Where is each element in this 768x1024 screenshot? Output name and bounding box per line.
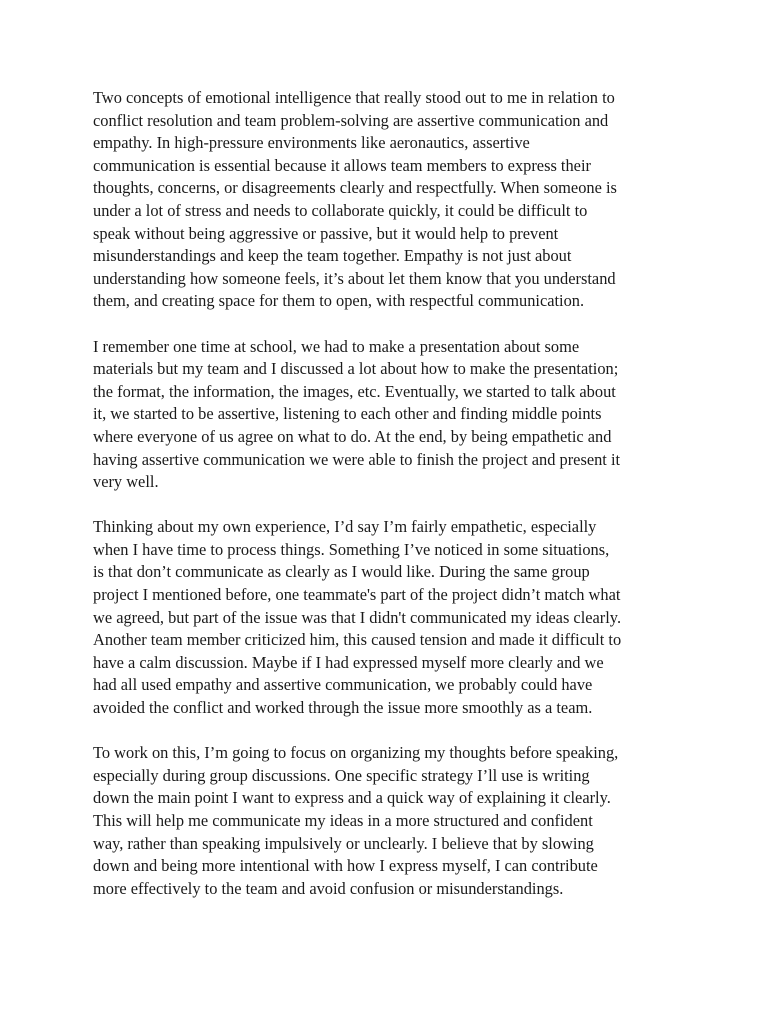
text-line: have a calm discussion. Maybe if I had expressed myself more clearly and we xyxy=(93,652,604,672)
text-line: down the main point I want to express and a quick way of explaining it clearly. xyxy=(93,788,611,808)
text-line: down and being more intentional with how I express myself, I can contribute xyxy=(93,856,598,876)
text-line: under a lot of stress and needs to collaborate quickly, it could be difficult to xyxy=(93,200,588,220)
paragraph-own-experience xyxy=(93,516,679,719)
text-line: had all used empathy and assertive communication, we probably could have xyxy=(93,675,593,695)
text-line: having assertive communication we were able to finish the project and present it xyxy=(93,449,621,469)
paragraph-improvement-strategy xyxy=(93,742,679,900)
text-line: thoughts, concerns, or disagreements clearly and respectfully. When someone is xyxy=(93,178,617,198)
text-line: communication is essential because it allows team members to express their xyxy=(93,155,591,175)
text-line: them, and creating space for them to open, with respectful communication. xyxy=(93,291,585,311)
text-line: very well. xyxy=(93,472,159,492)
text-line: Thinking about my own experience, I’d say I’m fairly empathetic, especially xyxy=(93,517,597,537)
text-line: empathy. In high-pressure environments like aeronautics, assertive xyxy=(93,133,530,153)
text-line: especially during group discussions. One specific strategy I’ll use is writing xyxy=(93,765,590,785)
text-line: Two concepts of emotional intelligence that really stood out to me in relation to xyxy=(93,88,615,107)
text-line: it, we started to be assertive, listening to each other and finding middle points xyxy=(93,404,602,424)
text-line: way, rather than speaking impulsively or unclearly. I believe that by slowing xyxy=(93,833,594,853)
text-line: the format, the information, the images, etc. Eventually, we started to talk about xyxy=(93,381,616,401)
text-line: when I have time to process things. Something I’ve noticed in some situations, xyxy=(93,539,610,559)
paragraph-emotional-intelligence-concepts xyxy=(93,87,679,313)
text-line: This will help me communicate my ideas in a more structured and confident xyxy=(93,811,593,830)
text-line: more effectively to the team and avoid confusion or misunderstandings. xyxy=(93,878,564,898)
text-line: I remember one time at school, we had to make a presentation about some xyxy=(93,336,580,356)
text-line: Another team member criticized him, this caused tension and made it difficult to xyxy=(93,630,622,650)
text-line: materials but my team and I discussed a lot about how to make the presentation; xyxy=(93,359,619,379)
text-line: avoided the conflict and worked through the issue more smoothly as a team. xyxy=(93,698,593,718)
text-line: we agreed, but part of the issue was that I didn't communicated my ideas clearly. xyxy=(93,607,622,627)
text-line: To work on this, I’m going to focus on organizing my thoughts before speaking, xyxy=(93,743,619,763)
text-line: misunderstandings and keep the team together. Empathy is not just about xyxy=(93,246,572,266)
text-line: project I mentioned before, one teammate's part of the project didn’t match what xyxy=(93,585,621,605)
text-line: understanding how someone feels, it’s about let them know that you understand xyxy=(93,268,616,288)
text-line: conflict resolution and team problem-solving are assertive communication and xyxy=(93,110,609,130)
document-body xyxy=(93,87,679,923)
text-line: where everyone of us agree on what to do. At the end, by being empathetic and xyxy=(93,426,612,446)
paragraph-school-presentation-example xyxy=(93,336,679,494)
text-line: speak without being aggressive or passive, but it would help to prevent xyxy=(93,223,559,243)
text-line: is that don’t communicate as clearly as I would like. During the same group xyxy=(93,562,590,582)
